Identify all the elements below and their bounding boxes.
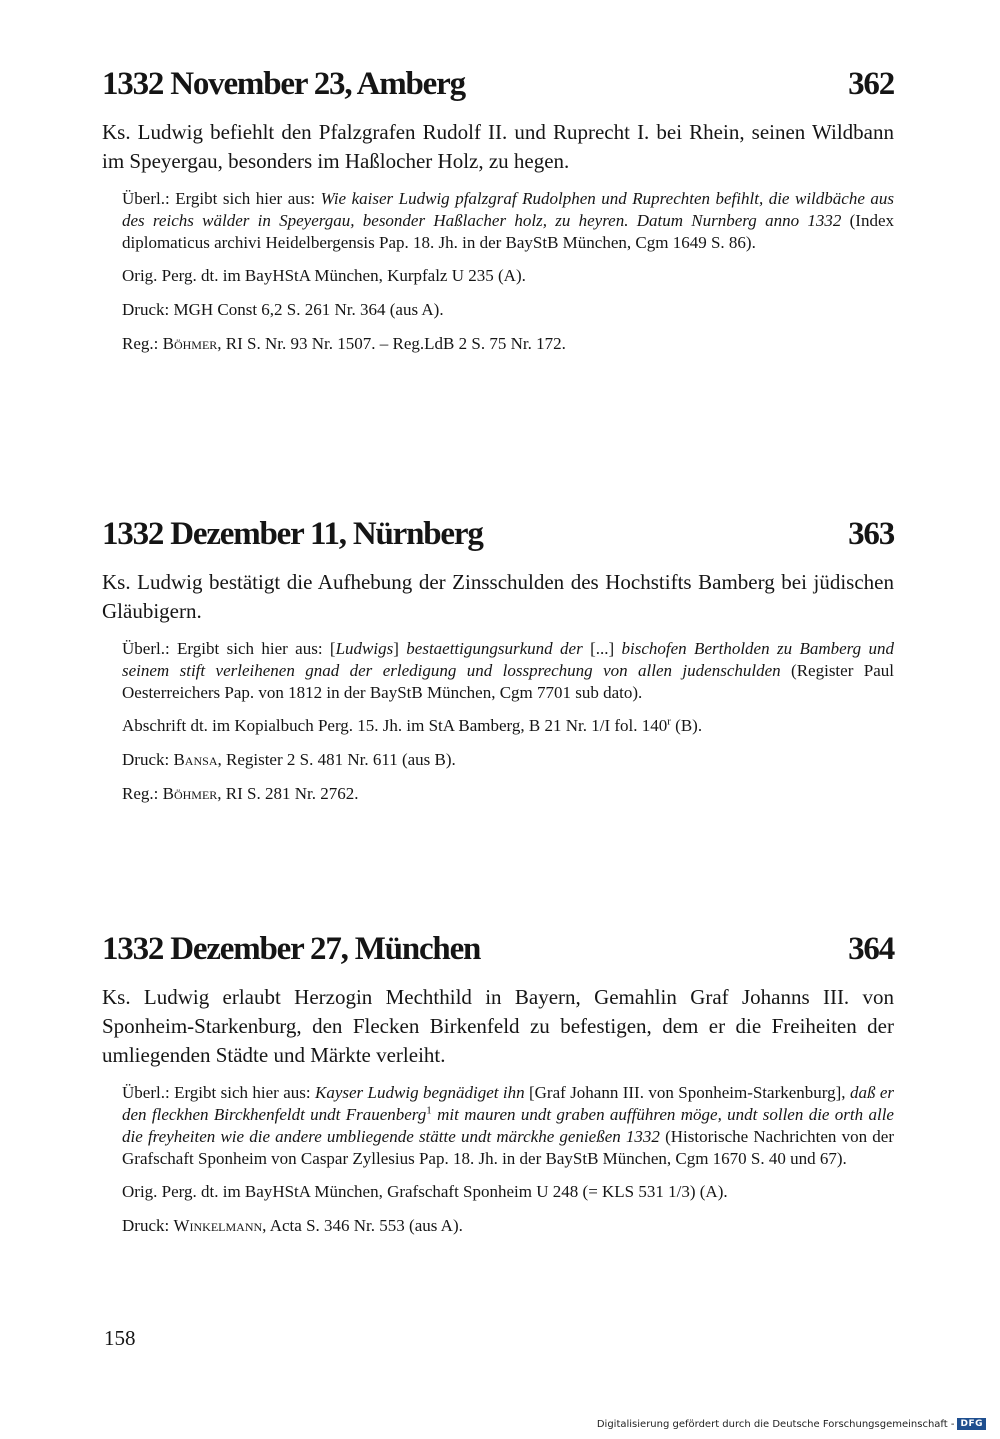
abschrift-sup: r — [667, 715, 671, 728]
reg-author: Böhmer — [162, 334, 218, 353]
sources-quote: daß er den fleckhen Birckhenfeldt undt Frauenberg — [122, 1083, 894, 1124]
sources-quote: bestaettigungsurkund der — [406, 639, 583, 658]
entry-364 — [102, 931, 894, 1238]
entry-orig: Orig. Perg. dt. im BayHStA München, Kurpfalz U 235 (A). — [122, 266, 526, 285]
entry-sources — [122, 188, 894, 254]
entry-summary: Ks. Ludwig bestätigt die Aufhebung der Zinsschulden des Hochstifts Bamberg bei jüdischen Gläubigern. — [102, 570, 894, 623]
abschrift-text: Abschrift dt. im Kopialbuch Perg. 15. Jh. im StA Bamberg, B 21 Nr. 1/I fol. 140 — [122, 716, 668, 735]
entry-363 — [102, 516, 894, 806]
entry-title: 1332 Dezember 27, München — [102, 931, 481, 967]
sources-quote: Kayser Ludwig begnädiget ihn — [315, 1083, 525, 1102]
sources-quote: Wie kaiser Ludwig pfalzgraf Rudolphen und Ruprechten befihlt, die wildbäche aus des reichs wälder in Speyergau, besonder Haßlacher holz, zu heyren. Datum Nurnberg anno 1332 — [122, 189, 894, 230]
sources-mid: [Graf Johann III. von Sponheim-Starkenburg], — [524, 1083, 850, 1102]
reg-rest: , RI S. Nr. 93 Nr. 1507. – Reg.LdB 2 S. 75 Nr. 172. — [217, 334, 566, 353]
druck-rest: , Acta S. 346 Nr. 553 (aus A). — [262, 1216, 463, 1235]
sources-quote: Ludwigs — [335, 639, 394, 658]
entry-summary: Ks. Ludwig erlaubt Herzogin Mechthild in Bayern, Gemahlin Graf Johanns III. von Sponheim-Starkenburg, den Flecken Birkenfeld zu befestigen, dem er die Freiheiten der umliegenden Städte und Märkte verleiht. — [102, 985, 894, 1067]
footnote-marker: 1 — [426, 1104, 432, 1117]
sources-rest: (Index diplomaticus archivi Heidelbergensis Pap. 18. Jh. in der BayStB München, Cgm 1649 S. 86). — [122, 211, 894, 252]
sources-rest: (Register Paul Oesterreichers Pap. von 1812 in der BayStB München, Cgm 7701 sub dato). — [122, 661, 894, 702]
sources-quote: mit mauren undt graben aufführen möge, undt sollen die orth alle die freyheiten wie die andere umbliegende stätte undt märckhe genießen 1332 — [122, 1105, 894, 1146]
entry-title: 1332 November 23, Amberg — [102, 66, 465, 102]
entry-reg — [122, 332, 894, 356]
entry-heading — [102, 66, 894, 112]
reg-prefix: Reg.: — [122, 784, 163, 803]
entry-number: 364 — [848, 931, 894, 967]
sources-prefix: Überl.: Ergibt sich hier aus: — [122, 1083, 315, 1102]
entry-abschrift — [122, 714, 894, 738]
entry-362 — [102, 66, 894, 356]
sources-mid: [...] — [582, 639, 622, 658]
entry-number: 363 — [848, 516, 894, 552]
sources-prefix: Überl.: Ergibt sich hier aus: [ — [122, 639, 336, 658]
digitization-footer — [597, 1418, 986, 1430]
entry-druck: Druck: MGH Const 6,2 S. 261 Nr. 364 (aus A). — [122, 300, 444, 319]
entry-title: 1332 Dezember 11, Nürnberg — [102, 516, 483, 552]
dfg-logo: DFG — [957, 1418, 986, 1430]
entry-orig: Orig. Perg. dt. im BayHStA München, Grafschaft Sponheim U 248 (= KLS 531 1/3) (A). — [122, 1182, 728, 1201]
sources-prefix: Überl.: Ergibt sich hier aus: — [122, 189, 321, 208]
druck-prefix: Druck: — [122, 750, 174, 769]
page-number: 158 — [104, 1326, 136, 1350]
druck-author: Bansa — [173, 750, 218, 769]
druck-rest: , Register 2 S. 481 Nr. 611 (aus B). — [217, 750, 456, 769]
entry-heading — [102, 931, 894, 977]
entry-druck — [122, 748, 894, 772]
druck-author: Winkelmann — [173, 1216, 263, 1235]
reg-author: Böhmer — [162, 784, 218, 803]
footer-text: Digitalisierung gefördert durch die Deutsche Forschungsgemeinschaft - — [596, 1418, 955, 1430]
sources-rest: (Historische Nachrichten von der Grafschaft Sponheim von Caspar Zyllesius Pap. 18. Jh. in der BayStB München, Cgm 1670 S. 40 und 67). — [122, 1127, 894, 1168]
sources-quote: bischofen Bertholden zu Bamberg und seinem stift verleihenen gnad der erledigung und lossprechung von allen judenschulden — [122, 639, 895, 680]
entry-sources — [122, 638, 894, 704]
abschrift-rest: (B). — [670, 716, 703, 735]
sources-mid: ] — [393, 639, 407, 658]
entry-druck — [122, 1214, 894, 1238]
entry-heading — [102, 516, 894, 562]
entry-number: 362 — [848, 66, 894, 102]
entry-reg — [122, 782, 894, 806]
reg-prefix: Reg.: — [122, 334, 163, 353]
reg-rest: , RI S. 281 Nr. 2762. — [217, 784, 359, 803]
entry-sources — [122, 1082, 894, 1170]
druck-prefix: Druck: — [122, 1216, 174, 1235]
entry-summary: Ks. Ludwig befiehlt den Pfalzgrafen Rudolf II. und Ruprecht I. bei Rhein, seinen Wildbann im Speyergau, besonders im Haßlocher Holz, zu hegen. — [102, 120, 894, 173]
